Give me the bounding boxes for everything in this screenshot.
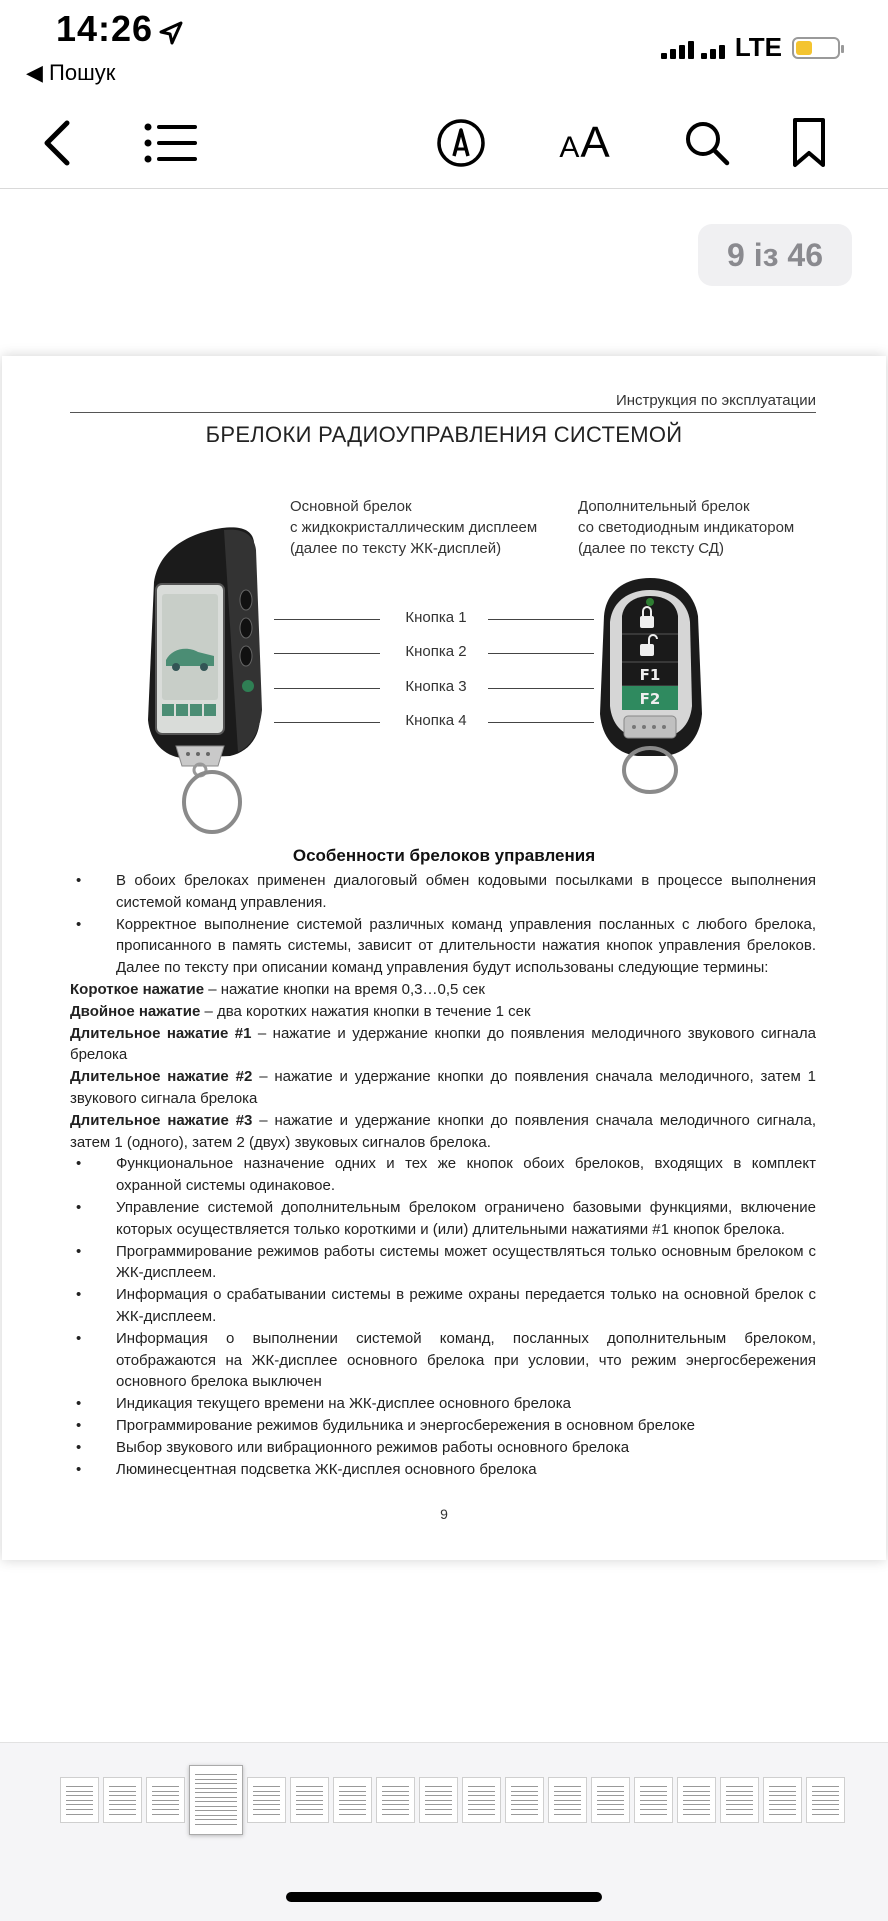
page-counter: 9 із 46	[698, 224, 852, 286]
fob-key-f2: F2	[639, 690, 661, 708]
list-item: • Информация о срабатывании системы в режиме охраны передается только на основной брелок с ЖК-дисплеем.	[70, 1284, 816, 1328]
signal-icon	[661, 37, 725, 59]
chevron-left-icon	[37, 118, 77, 168]
location-arrow-icon	[158, 20, 184, 46]
button-4-label: Кнопка 4	[405, 712, 467, 729]
back-button[interactable]	[22, 108, 92, 178]
page-thumbnail[interactable]	[677, 1777, 716, 1823]
term-definition: Длительное нажатие #2 – нажатие и удержание кнопки до появления сначала мелодичного, затем 1 звукового сигнала брелока	[70, 1068, 816, 1107]
main-fob-caption: Основной брелок с жидкокристаллическим дисплеем (далее по тексту ЖК-дисплей)	[290, 498, 538, 557]
list-item: • Управление системой дополнительным брелоком ограничено базовыми функциями, включение которых осуществляется только короткими и (или) длительными нажатиями #1 кнопок брелока.	[70, 1197, 816, 1241]
page-thumbnail[interactable]	[333, 1777, 372, 1823]
term-definition: Длительное нажатие #3 – нажатие и удержание кнопки до появления сначала мелодичного сигнала, затем 1 (одного), затем 2 (двух) звуковых сигналов брелока.	[70, 1111, 816, 1151]
list-item: • Функциональное назначение одних и тех же кнопок обоих брелоков, входящих в комплект охранной системы одинаковое.	[70, 1153, 816, 1197]
bookmark-button[interactable]	[774, 108, 844, 178]
home-indicator[interactable]	[286, 1892, 602, 1902]
document-title: БРЕЛОКИ РАДИОУПРАВЛЕНИЯ СИСТЕМОЙ	[205, 422, 683, 447]
term-definition: Длительное нажатие #1 – нажатие и удержание кнопки до появления мелодичного звукового сигнала брелока	[70, 1024, 816, 1064]
key-ring-icon	[178, 758, 248, 838]
list-item: • Программирование режимов работы системы может осуществляться только основным брелоком с ЖК-дисплеем.	[70, 1241, 816, 1285]
lcd-key-fob-image	[142, 520, 272, 790]
toolbar-divider	[0, 188, 888, 189]
page-thumbnail[interactable]	[290, 1777, 329, 1823]
page-thumbnail[interactable]	[146, 1777, 185, 1823]
extra-fob-caption: Дополнительный брелок со светодиодным индикатором (далее по тексту СД)	[578, 498, 795, 557]
header-rule	[70, 412, 816, 413]
document-page[interactable]	[2, 356, 886, 1560]
button-4-line-right	[488, 722, 594, 723]
back-triangle-icon: ◀	[26, 60, 43, 85]
page-thumbnail[interactable]	[806, 1777, 845, 1823]
button-1-line-left	[274, 619, 380, 620]
page-thumbnail[interactable]	[103, 1777, 142, 1823]
button-1-line-right	[488, 619, 594, 620]
button-1-label: Кнопка 1	[405, 609, 467, 626]
document-header: Инструкция по эксплуатации	[615, 392, 816, 409]
page-thumbnail[interactable]	[548, 1777, 587, 1823]
page-thumbnail[interactable]	[247, 1777, 286, 1823]
list-item: • Информация о выполнении системой команд, посланных дополнительным брелоком, отображаются на ЖК-дисплее основного брелока при условии, что режим энергосбережения основного брелока выключен	[70, 1328, 816, 1393]
list-item: • Корректное выполнение системой различных команд управления посланных с любого брелока, прописанного в память системы, зависит от длительности нажатия кнопок управления брелоков. Далее по тексту при описании команд управления будут использованы следующие термины:	[70, 914, 816, 979]
battery-icon	[792, 37, 840, 59]
page-thumbnail[interactable]	[591, 1777, 630, 1823]
page-thumbnail[interactable]	[720, 1777, 759, 1823]
button-4-line-left	[274, 722, 380, 723]
bookmark-icon	[791, 117, 827, 169]
fob-key-f1: F1	[639, 666, 661, 684]
page-thumbnail[interactable]	[419, 1777, 458, 1823]
text-size-icon: AA	[559, 118, 611, 167]
list-item: • Программирование режимов будильника и энергосбережения в основном брелоке	[70, 1415, 816, 1437]
back-to-app-link[interactable]	[26, 60, 115, 86]
list-icon	[143, 122, 199, 164]
document-body	[70, 870, 816, 1480]
term-definition: Двойное нажатие – два коротких нажатия кнопки в течение 1 сек	[70, 1002, 531, 1020]
term-definition: Короткое нажатие – нажатие кнопки на время 0,3…0,5 сек	[70, 980, 485, 998]
button-2-line-right	[488, 653, 594, 654]
page-thumbnail[interactable]	[462, 1777, 501, 1823]
list-item: • Индикация текущего времени на ЖК-дисплее основного брелока	[70, 1393, 816, 1415]
page-thumbnail[interactable]	[60, 1777, 99, 1823]
list-item: • Люминесцентная подсветка ЖК-дисплея основного брелока	[70, 1459, 816, 1481]
page-thumbnail[interactable]	[376, 1777, 415, 1823]
button-2-line-left	[274, 653, 380, 654]
network-type: LTE	[734, 32, 782, 62]
button-3-line-right	[488, 688, 594, 689]
status-time: 14:26	[56, 8, 154, 49]
page-thumbnail[interactable]	[189, 1765, 243, 1835]
led-key-fob-image	[594, 576, 708, 796]
page-thumbnail[interactable]	[634, 1777, 673, 1823]
button-3-line-left	[274, 688, 380, 689]
features-title: Особенности брелоков управления	[292, 846, 596, 865]
page-thumbnail[interactable]	[763, 1777, 802, 1823]
button-3-label: Кнопка 3	[405, 678, 467, 695]
page-thumbnail[interactable]	[505, 1777, 544, 1823]
search-icon	[683, 119, 731, 167]
back-app-label: Пошук	[49, 60, 116, 85]
pen-markup-icon	[436, 118, 486, 168]
button-2-label: Кнопка 2	[405, 643, 467, 660]
search-button[interactable]	[672, 108, 742, 178]
list-item: • В обоих брелоках применен диалоговый обмен кодовыми посылками в процессе выполнения системой команд управления.	[70, 870, 816, 914]
list-item: • Выбор звукового или вибрационного режимов работы основного брелока	[70, 1437, 816, 1459]
text-size-button[interactable]	[548, 108, 622, 178]
markup-button[interactable]	[426, 108, 496, 178]
contents-button[interactable]	[136, 108, 206, 178]
document-page-number: 9	[440, 1506, 448, 1522]
